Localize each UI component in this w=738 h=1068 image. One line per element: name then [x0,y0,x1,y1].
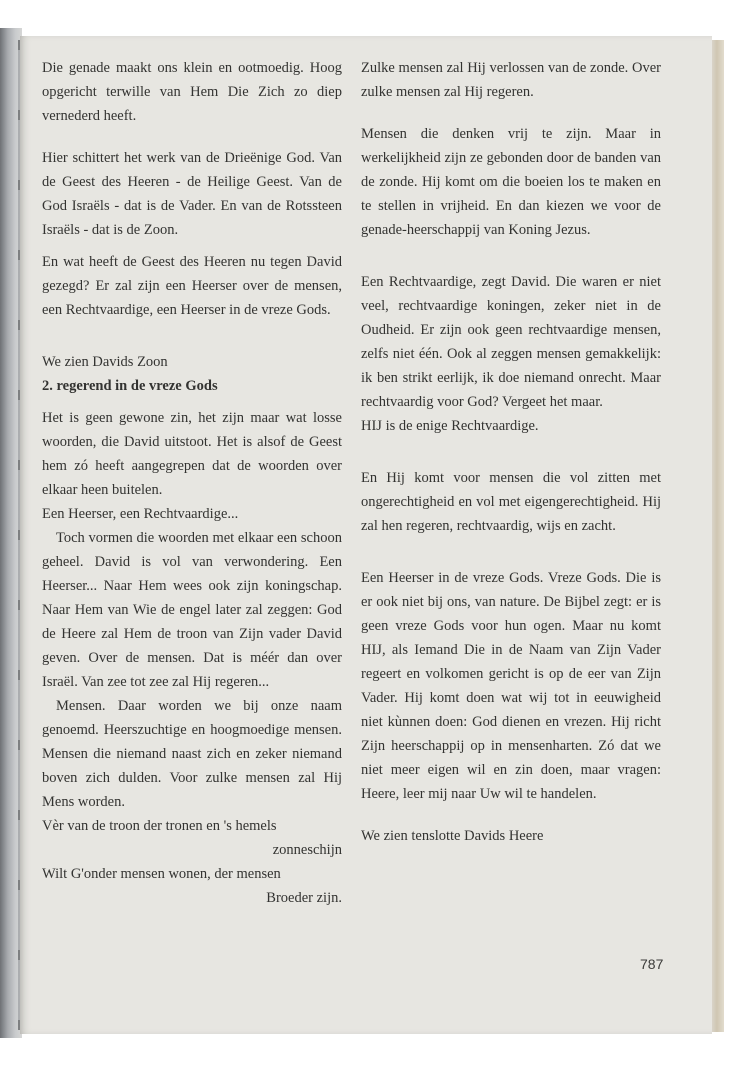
poem-line: Broeder zijn. [266,890,342,906]
paragraph: Die genade maakt ons klein en ootmoedig. Hoog opgericht terwille van Hem Die Zich zo diep vernederd heeft. [42,60,342,124]
paragraph: Het is geen gewone zin, het zijn maar wat losse woorden, die David uitstoot. Het is alsof de Geest hem zó heeft aangegrepen dat de woorden over elkaar heen buitelen. [42,410,342,498]
paragraph: Zulke mensen zal Hij verlossen van de zonde. Over zulke mensen zal Hij regeren. [361,60,661,100]
paragraph: Toch vormen die woorden met elkaar een schoon geheel. David is vol van verwondering. Een Heerser... Naar Hem wees ook zijn koningschap. Naar Hem van Wie de engel later zal zeggen: God de Heere zal Hem de troon van Zijn vader David geven. Over de mensen. Dat is méér dan over Israël. Van zee tot zee zal Hij regeren... [42,530,342,690]
left-column [42,56,342,910]
page-number: 787 [640,956,664,972]
section-heading: 2. regerend in de vreze Gods [42,378,218,394]
section-heading-intro: We zien Davids Zoon [42,354,168,370]
paragraph: Een Rechtvaardige, zegt David. Die waren er niet veel, rechtvaardige koningen, zeker niet in de Oudheid. Er zijn ook geen rechtvaardige mensen, zelfs niet één. Ook al zeggen mensen gemakkelijk: ik ben strikt eerlijk, ik doe niemand onrecht. Maar rechtvaardig voor God? Vergeet het maar. [361,274,661,410]
page-edge-stack [712,40,724,1032]
poem-line: Wilt G'onder mensen wonen, der mensen [42,866,281,882]
paragraph: En wat heeft de Geest des Heeren nu tegen David gezegd? Er zal zijn een Heerser over de mensen, een Rechtvaardige, een Heerser in de vreze Gods. [42,254,342,318]
poem-line: zonneschijn [272,842,342,858]
paragraph: Hier schittert het werk van de Drieënige God. Van de Geest des Heeren - de Heilige Geest. Van de God Israëls - dat is de Vader. En van de Rotssteen Israëls - dat is de Zoon. [42,150,342,238]
paragraph: HIJ is de enige Rechtvaardige. [361,418,539,434]
paragraph: Een Heerser in de vreze Gods. Vreze Gods. Die is er ook niet bij ons, van nature. De Bijbel zegt: er is geen vreze Gods voor hun ogen. Maar nu komt HIJ, als Iemand Die in de Naam van Zijn Vader regeert en volkomen gericht is op de eer van Zijn Vader. Hij komt doen wat wij tot in eeuwigheid niet kùnnen doen: God dienen en vrezen. Hij richt Zijn heerschappij op in mensenharten. Zó dat we niet meer eigen wil en zin doen, maar vragen: Heere, leer mij naar Uw wil te handelen. [361,570,661,802]
paragraph: We zien tenslotte Davids Heere [361,828,544,844]
right-column [361,56,661,848]
paragraph: Een Heerser, een Rechtvaardige... [42,506,239,522]
poem-line: Vèr van de troon der tronen en 's hemels [42,818,277,834]
paragraph: En Hij komt voor mensen die vol zitten met ongerechtigheid en vol met eigengerechtigheid. Hij zal hen regeren, rechtvaardig, wijs en zacht. [361,470,661,534]
paragraph: Mensen die denken vrij te zijn. Maar in werkelijkheid zijn ze gebonden door de banden van de zonde. Hij komt om die boeien los te maken en te stellen in vrijheid. En dan kiezen we voor de genade-heerschappij van Koning Jezus. [361,126,661,238]
paragraph: Mensen. Daar worden we bij onze naam genoemd. Heerszuchtige en hoogmoedige mensen. Mensen die niemand naast zich en zeker niemand boven zich dulden. Voor zulke mensen zal Hij Mens worden. [42,698,342,810]
